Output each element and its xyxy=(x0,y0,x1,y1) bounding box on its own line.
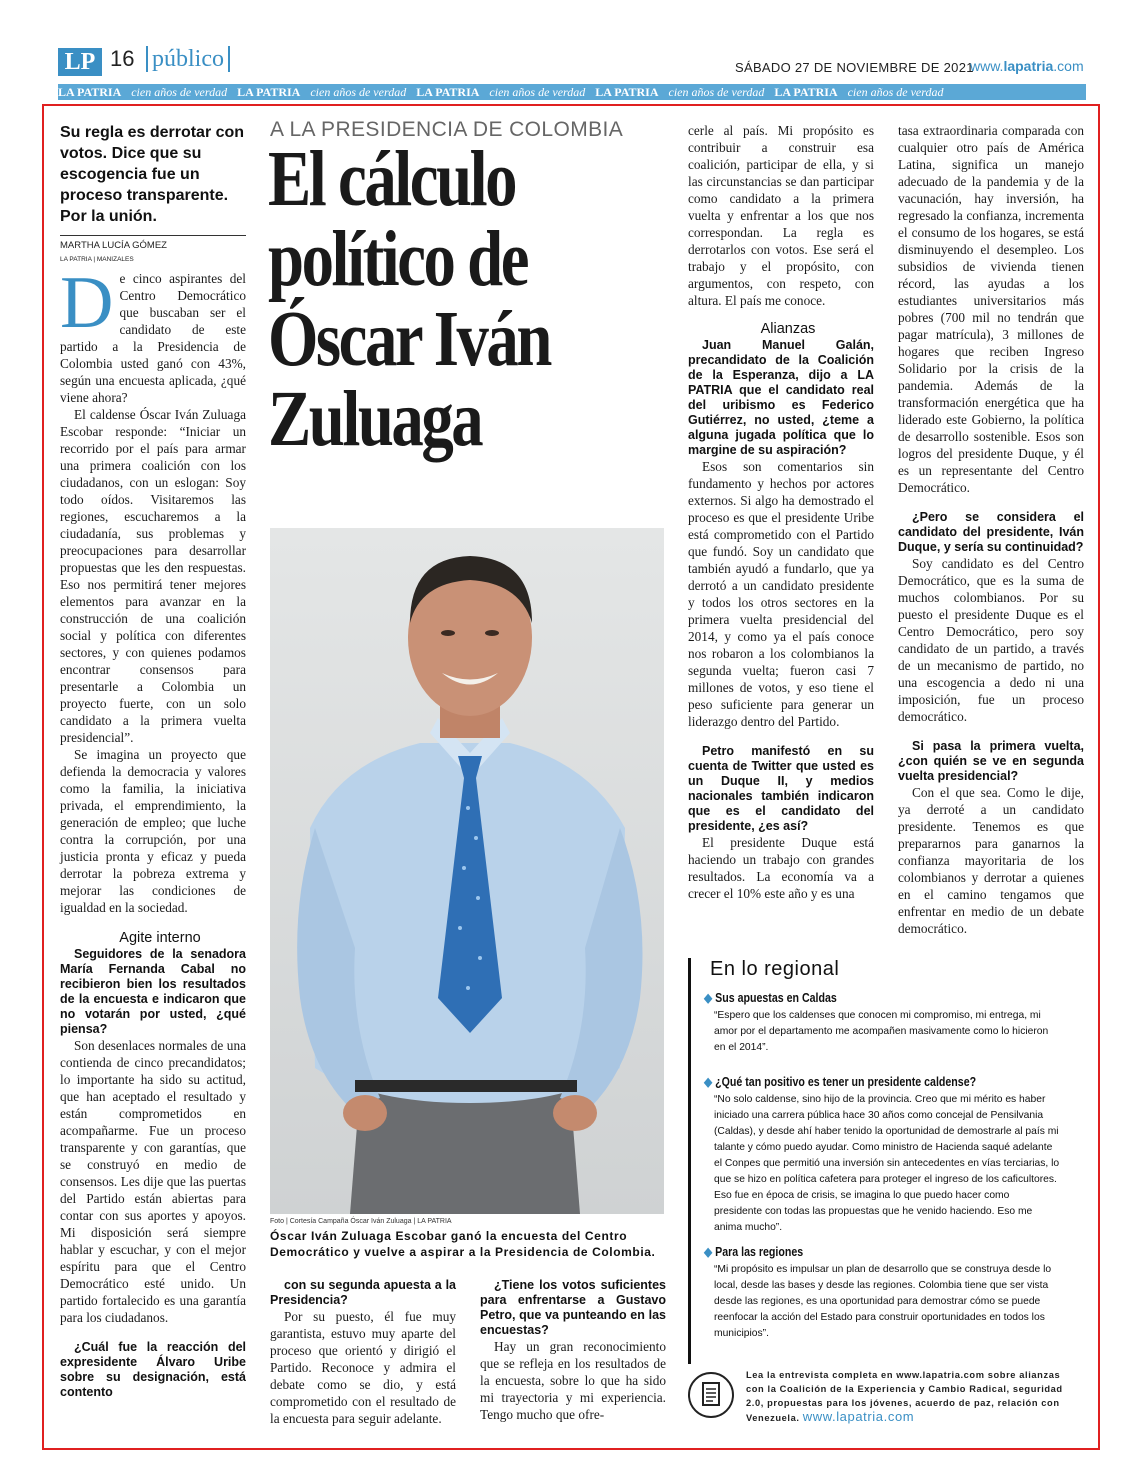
byline: MARTHA LUCÍA GÓMEZ xyxy=(60,240,167,251)
paragraph: Se imagina un proyecto que defienda la democracia y valores como la familia, la iniciativa privada, el emprendimiento, la generación de empleo; que luche contra la corrupción, por una justicia pronta y eficaz y pueda derrotar la pobreza extrema y mejorar las condiciones de igualdad en la sociedad. xyxy=(60,747,246,915)
paragraph: tasa extraordinaria comparada con cualquier otro país de América Latina, significa un manejo adecuado de la pandemia y de la vacunación, hay inversión, ha regresado la confianza, incrementa el consumo de los hogares, se está disminuyendo el desempleo. Los subsidios de vivienda tienen récord, las ayudas a los estudiantes universitarios más pobres (700 mil no tendrán que pagar matrícula), 3 millones de hogares que reciben Ingreso Solidario por la crisis de la pandemia. Además de la transformación energética que ha liderado este Gobierno, la política de desarrollo sostenible. Esos son logros del presidente Duque, y él es un representante del Centro Democrático. xyxy=(898,123,1084,495)
headline: El cálculo político de Óscar Iván Zuluaga xyxy=(268,136,550,463)
ribbon-brand: LA PATRIA xyxy=(416,85,480,99)
column-4 xyxy=(898,122,1084,937)
newspaper-logo: LP xyxy=(58,48,102,76)
box-heading xyxy=(704,990,837,1005)
column-1 xyxy=(60,270,246,1400)
paragraph: Soy candidato es del Centro Democrático, que es la suma de muchos colombianos. Por su puesto el presidente Duque es el Centro Democrático, pero soy candidato de un partido, a través de un mecanismo de partido, no una escogencia a dedo ni una imposición, fue un proceso democrático. xyxy=(898,556,1084,724)
interview-question: Si pasa la primera vuelta, ¿con quién se ve en segunda vuelta presidencial? xyxy=(898,739,1084,783)
lead-divider xyxy=(60,235,246,236)
site-prefix: www. xyxy=(970,58,1004,74)
paragraph: Son desenlaces normales de una contienda de cinco precandidatos; lo importante ha sido su actitud, que han aceptado el resultado y están comprometidos en acompañarme. Fue un proceso transparente y con garantías, que se construyó en medio de consensos. Les dije que las puertas del Partido están abiertas para contar con sus aportes y apoyos. Mi disposición será siempre hablar y escuchar, y con el mejor espíritu para que el Centro Democrático esté unido. Un partido fortalecido es una garantía para los ciudadanos. xyxy=(60,1038,246,1325)
dateline: LA PATRIA | MANIZALES xyxy=(60,256,134,263)
site-domain: lapatria xyxy=(1003,58,1054,74)
kicker: A LA PRESIDENCIA DE COLOMBIA xyxy=(270,118,624,141)
article-lead: Su regla es derrotar con votos. Dice que su escogencia fue un proceso transparente. Por la unión. xyxy=(60,124,245,225)
photo-credit: Foto | Cortesía Campaña Óscar Iván Zuluaga | LA PATRIA xyxy=(270,1218,452,1225)
interview-question: Juan Manuel Galán, precandidato de la Coalición de la Esperanza, dijo a LA PATRIA que el candidato real del uribismo es Federico Gutiérrez, no usted, ¿teme a alguna jugada política que lo margine de su aspiración? xyxy=(688,338,874,457)
brand-ribbon xyxy=(58,84,1086,100)
issue-date: SÁBADO 27 DE NOVIEMBRE DE 2021 xyxy=(735,60,974,75)
box-heading xyxy=(704,1074,976,1089)
column-2-bottom xyxy=(270,1278,456,1427)
paragraph: El caldense Óscar Iván Zuluaga Escobar responde: “Iniciar un recorrido por el país para armar una primera coalición con los ciudadanos, con un eslogan: Soy todo oídos. Visitaremos las regiones, escucharemos a la ciudadanía, sus problemas y preocupaciones para desarrollar propuestas que les den respuestas. Eso nos permitirá tener mejores elementos para avanzar en la construcción de una coalición social y política con diferentes sectores, y con quienes podamos encontrar consensos para presentarle a Colombia un proyecto fuerte, con un solo candidato a la primera vuelta presidencial”. xyxy=(60,407,246,745)
ribbon-motto: cien años de verdad xyxy=(310,85,407,99)
photo-caption: Óscar Iván Zuluaga Escobar ganó la encuesta del Centro Democrático y vuelve a aspirar a la Presidencia de Colombia. xyxy=(270,1229,656,1259)
subhead: Agite interno xyxy=(119,930,201,946)
interview-question: ¿Pero se considera el candidato del presidente, Iván Duque, y sería su continuidad? xyxy=(898,510,1084,554)
interview-question: ¿Tiene los votos suficientes para enfrentarse a Gustavo Petro, que va punteando en las encuestas? xyxy=(480,1278,666,1337)
intro-question: e cinco aspirantes del Centro Democrático que buscaban ser el candidato de este partido a la Presidencia de Colombia usted ganó con 43%, según una encuesta aplicada, ¿qué viene ahora? xyxy=(60,271,246,405)
ribbon-brand: LA PATRIA xyxy=(774,85,838,99)
ribbon-brand: LA PATRIA xyxy=(58,85,122,99)
promo-text xyxy=(746,1368,1066,1425)
document-icon xyxy=(688,1372,734,1418)
paragraph: Esos son comentarios sin fundamento y hechos por actores externos. Si algo ha demostrado el proceso es que el presidente Uribe está comprometido con el Partido que fundó. Soy un candidato que también ayudó a fundarlo, que ya derrotó a un candidato presidente y todos los otros sectores en la primera vuelta presidencial del 2014, y como ya el país conoce nos robaron a los colombianos la segunda vuelta; fueron casi 7 millones de votos, y eso tiene el peso suficiente para generar un liderazgo dentro del Partido. xyxy=(688,459,874,729)
box-text: “No solo caldense, sino hijo de la provincia. Creo que mi mérito es haber iniciado una carrera pública hace 30 años como concejal de Pensilvania (Caldas), y desde ahí haber tenido la oportunidad de demostrarle al país mi talante y cómo puedo ayudar. Como ministro de Hacienda saqué adelante el Conpes que permitió una inversión sin antecedentes en vías terciarias, lo que se hizo en política cafetera para proteger el ingreso de los caficultores. Eso fue en época de crisis, se imagina lo que puedo hacer como presidente con todas las propuestas que he venido haciendo. Eso me anima mucho”. xyxy=(714,1094,1060,1233)
box-heading xyxy=(704,1244,803,1259)
section-name: público xyxy=(146,46,230,72)
box-heading-text: Para las regiones xyxy=(715,1245,804,1259)
diamond-icon: ◆ xyxy=(704,1075,713,1089)
ribbon-motto: cien años de verdad xyxy=(668,85,765,99)
drop-cap: D xyxy=(60,270,114,344)
interview-question: Seguidores de la senadora María Fernanda Cabal no recibieron bien los resultados de la encuesta e indicaron que no votarán por usted, ¿qué piensa? xyxy=(60,947,246,1036)
site-link[interactable] xyxy=(970,58,1084,74)
page-number: 16 xyxy=(110,46,135,71)
column-3-bottom xyxy=(480,1278,666,1423)
subhead: Alianzas xyxy=(760,321,816,337)
box-heading-text: ¿Qué tan positivo es tener un presidente caldense? xyxy=(715,1075,977,1089)
ribbon-brand: LA PATRIA xyxy=(237,85,301,99)
interview-question: ¿Cuál fue la reacción del expresidente Álvaro Uribe sobre su designación, está contento xyxy=(60,1340,246,1399)
paragraph: cerle al país. Mi propósito es contribuir a construir esa coalición, participar de ella, y si las circunstancias se dan participar como candidato a la primera vuelta y enfrentar a los que nos correspondan. La regla es derrotarlos con votos. Ese será el trabajo y el propósito, con argumentos, con respeto, con altura. El país me conoce. xyxy=(688,123,874,308)
portrait-illustration xyxy=(270,528,664,1214)
column-3 xyxy=(688,122,874,902)
diamond-icon: ◆ xyxy=(704,991,713,1005)
ribbon-motto: cien años de verdad xyxy=(847,85,944,99)
paragraph: Hay un gran reconocimiento que se refleja en los resultados de la encuesta, sobre lo que ha sido mi trayectoria y mi experiencia. Tengo mucho que ofre- xyxy=(480,1339,666,1422)
interview-question: Petro manifestó en su cuenta de Twitter que usted es un Duque II, y medios nacionales también indicaron que es el candidato del presidente, ¿es así? xyxy=(688,744,874,833)
site-suffix: .com xyxy=(1053,58,1084,74)
ribbon-motto: cien años de verdad xyxy=(489,85,586,99)
diamond-icon: ◆ xyxy=(704,1245,713,1259)
box-text: “Espero que los caldenses que conocen mi compromiso, mi entrega, mi amor por el departamento me acompañen masivamente como lo hicieron en el 2014”. xyxy=(714,1010,1049,1053)
box-heading-text: Sus apuestas en Caldas xyxy=(715,991,837,1005)
box-text: “Mi propósito es impulsar un plan de desarrollo que se construya desde lo local, desde las bases y desde las regiones. Colombia tiene que ser vista desde las regiones, es una oportunidad para demostrar cómo se puede reenfocar la acción del Estado para construir oportunidades en todos los municipios”. xyxy=(714,1264,1052,1339)
ribbon-motto: cien años de verdad xyxy=(131,85,228,99)
promo-body: Lea la entrevista completa en www.lapatria.com sobre alianzas con la Coalición de la Experiencia y Cambio Radical, seguridad 2.0, propuestas para los jóvenes, acuerdo de paz, relación con Venezuela. xyxy=(746,1370,1063,1423)
interview-question: con su segunda apuesta a la Presidencia? xyxy=(270,1278,456,1307)
regional-box xyxy=(688,958,1070,1364)
portrait-photo xyxy=(270,528,664,1214)
paragraph: El presidente Duque está haciendo un trabajo con grandes resultados. La economía va a crecer el 10% este año y es una xyxy=(688,835,874,901)
box-title: En lo regional xyxy=(710,958,840,980)
ribbon-brand: LA PATRIA xyxy=(595,85,659,99)
paragraph: Por su puesto, él fue muy garantista, estuvo muy aparte del proceso que orientó y dirigió el Partido. Reconoce y admira el debate como se dio, y está comprometido con el resultado de la encuesta para seguir adelante. xyxy=(270,1309,456,1426)
paragraph: Con el que sea. Como le dije, ya derroté a un candidato presidente. Tenemos es que prepararnos para ganarnos la confianza mayoritaria de los colombianos y derrotar a quienes en el camino tengamos que enfrentar en medio de un debate democrático. xyxy=(898,785,1084,936)
promo-link[interactable]: www.lapatria.com xyxy=(802,1409,915,1424)
box-bar xyxy=(688,958,691,1364)
